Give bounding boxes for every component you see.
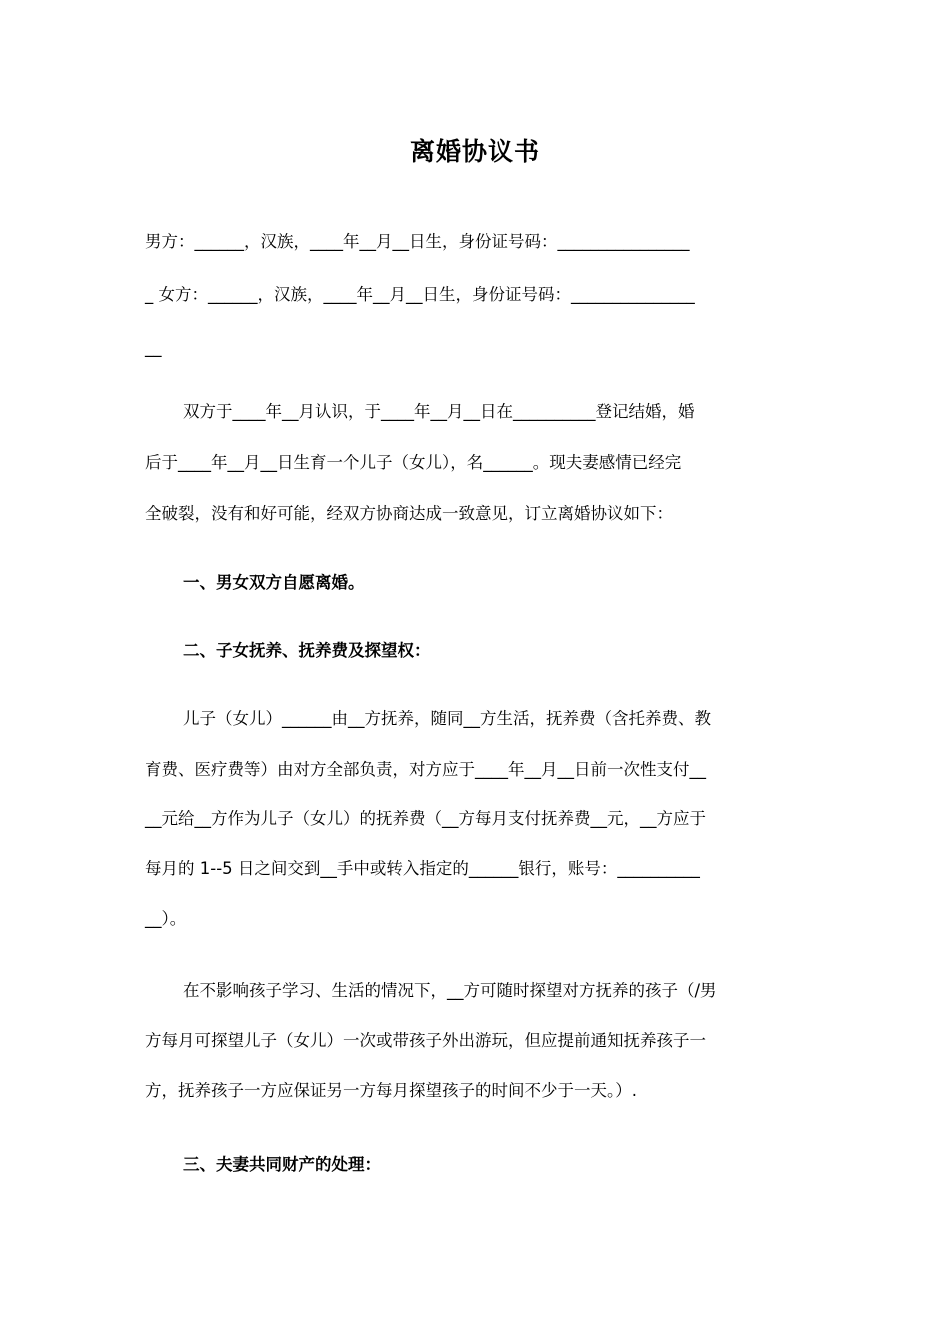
paragraph-line: 儿子（女儿）______由__方抚养，随同__方生活，抚养费（含托养费、教: [183, 709, 711, 728]
paragraph-line: __元给__方作为儿子（女儿）的抚养费（__方每月支付抚养费__元，__方应于: [145, 809, 706, 828]
paragraph-line: 在不影响孩子学习、生活的情况下，__方可随时探望对方抚养的孩子（/男: [183, 981, 717, 1000]
paragraph-line: __: [145, 338, 162, 357]
paragraph-line: _ 女方：______，汉族，____年__月__日生，身份证号码：_______________: [145, 285, 695, 304]
paragraph-line: 育费、医疗费等）由对方全部负责，对方应于____年__月__日前一次性支付__: [145, 760, 706, 779]
section-heading: 一、男女双方自愿离婚。: [183, 573, 365, 592]
paragraph-line: 男方：______，汉族，____年__月__日生，身份证号码：________________: [145, 232, 690, 251]
section-heading: 三、夫妻共同财产的处理：: [183, 1155, 381, 1174]
document-title: 离婚协议书: [409, 137, 540, 166]
paragraph-line: 后于____年__月__日生育一个儿子（女儿），名______。现夫妻感情已经完: [145, 453, 682, 472]
paragraph-line: 方每月可探望儿子（女儿）一次或带孩子外出游玩，但应提前通知抚养孩子一: [145, 1031, 706, 1050]
paragraph-line: 方，抚养孩子一方应保证另一方每月探望孩子的时间不少于一天。）.: [145, 1081, 637, 1100]
paragraph-line: 每月的 1--5 日之间交到__手中或转入指定的______银行，账号：__________: [145, 859, 700, 878]
paragraph-line: 全破裂，没有和好可能，经双方协商达成一致意见，订立离婚协议如下：: [145, 504, 673, 523]
paragraph-line: 双方于____年__月认识，于____年__月__日在__________登记结婚，婚: [183, 402, 695, 421]
paragraph-line: __）。: [145, 909, 187, 928]
section-heading: 二、子女抚养、抚养费及探望权：: [183, 641, 431, 660]
